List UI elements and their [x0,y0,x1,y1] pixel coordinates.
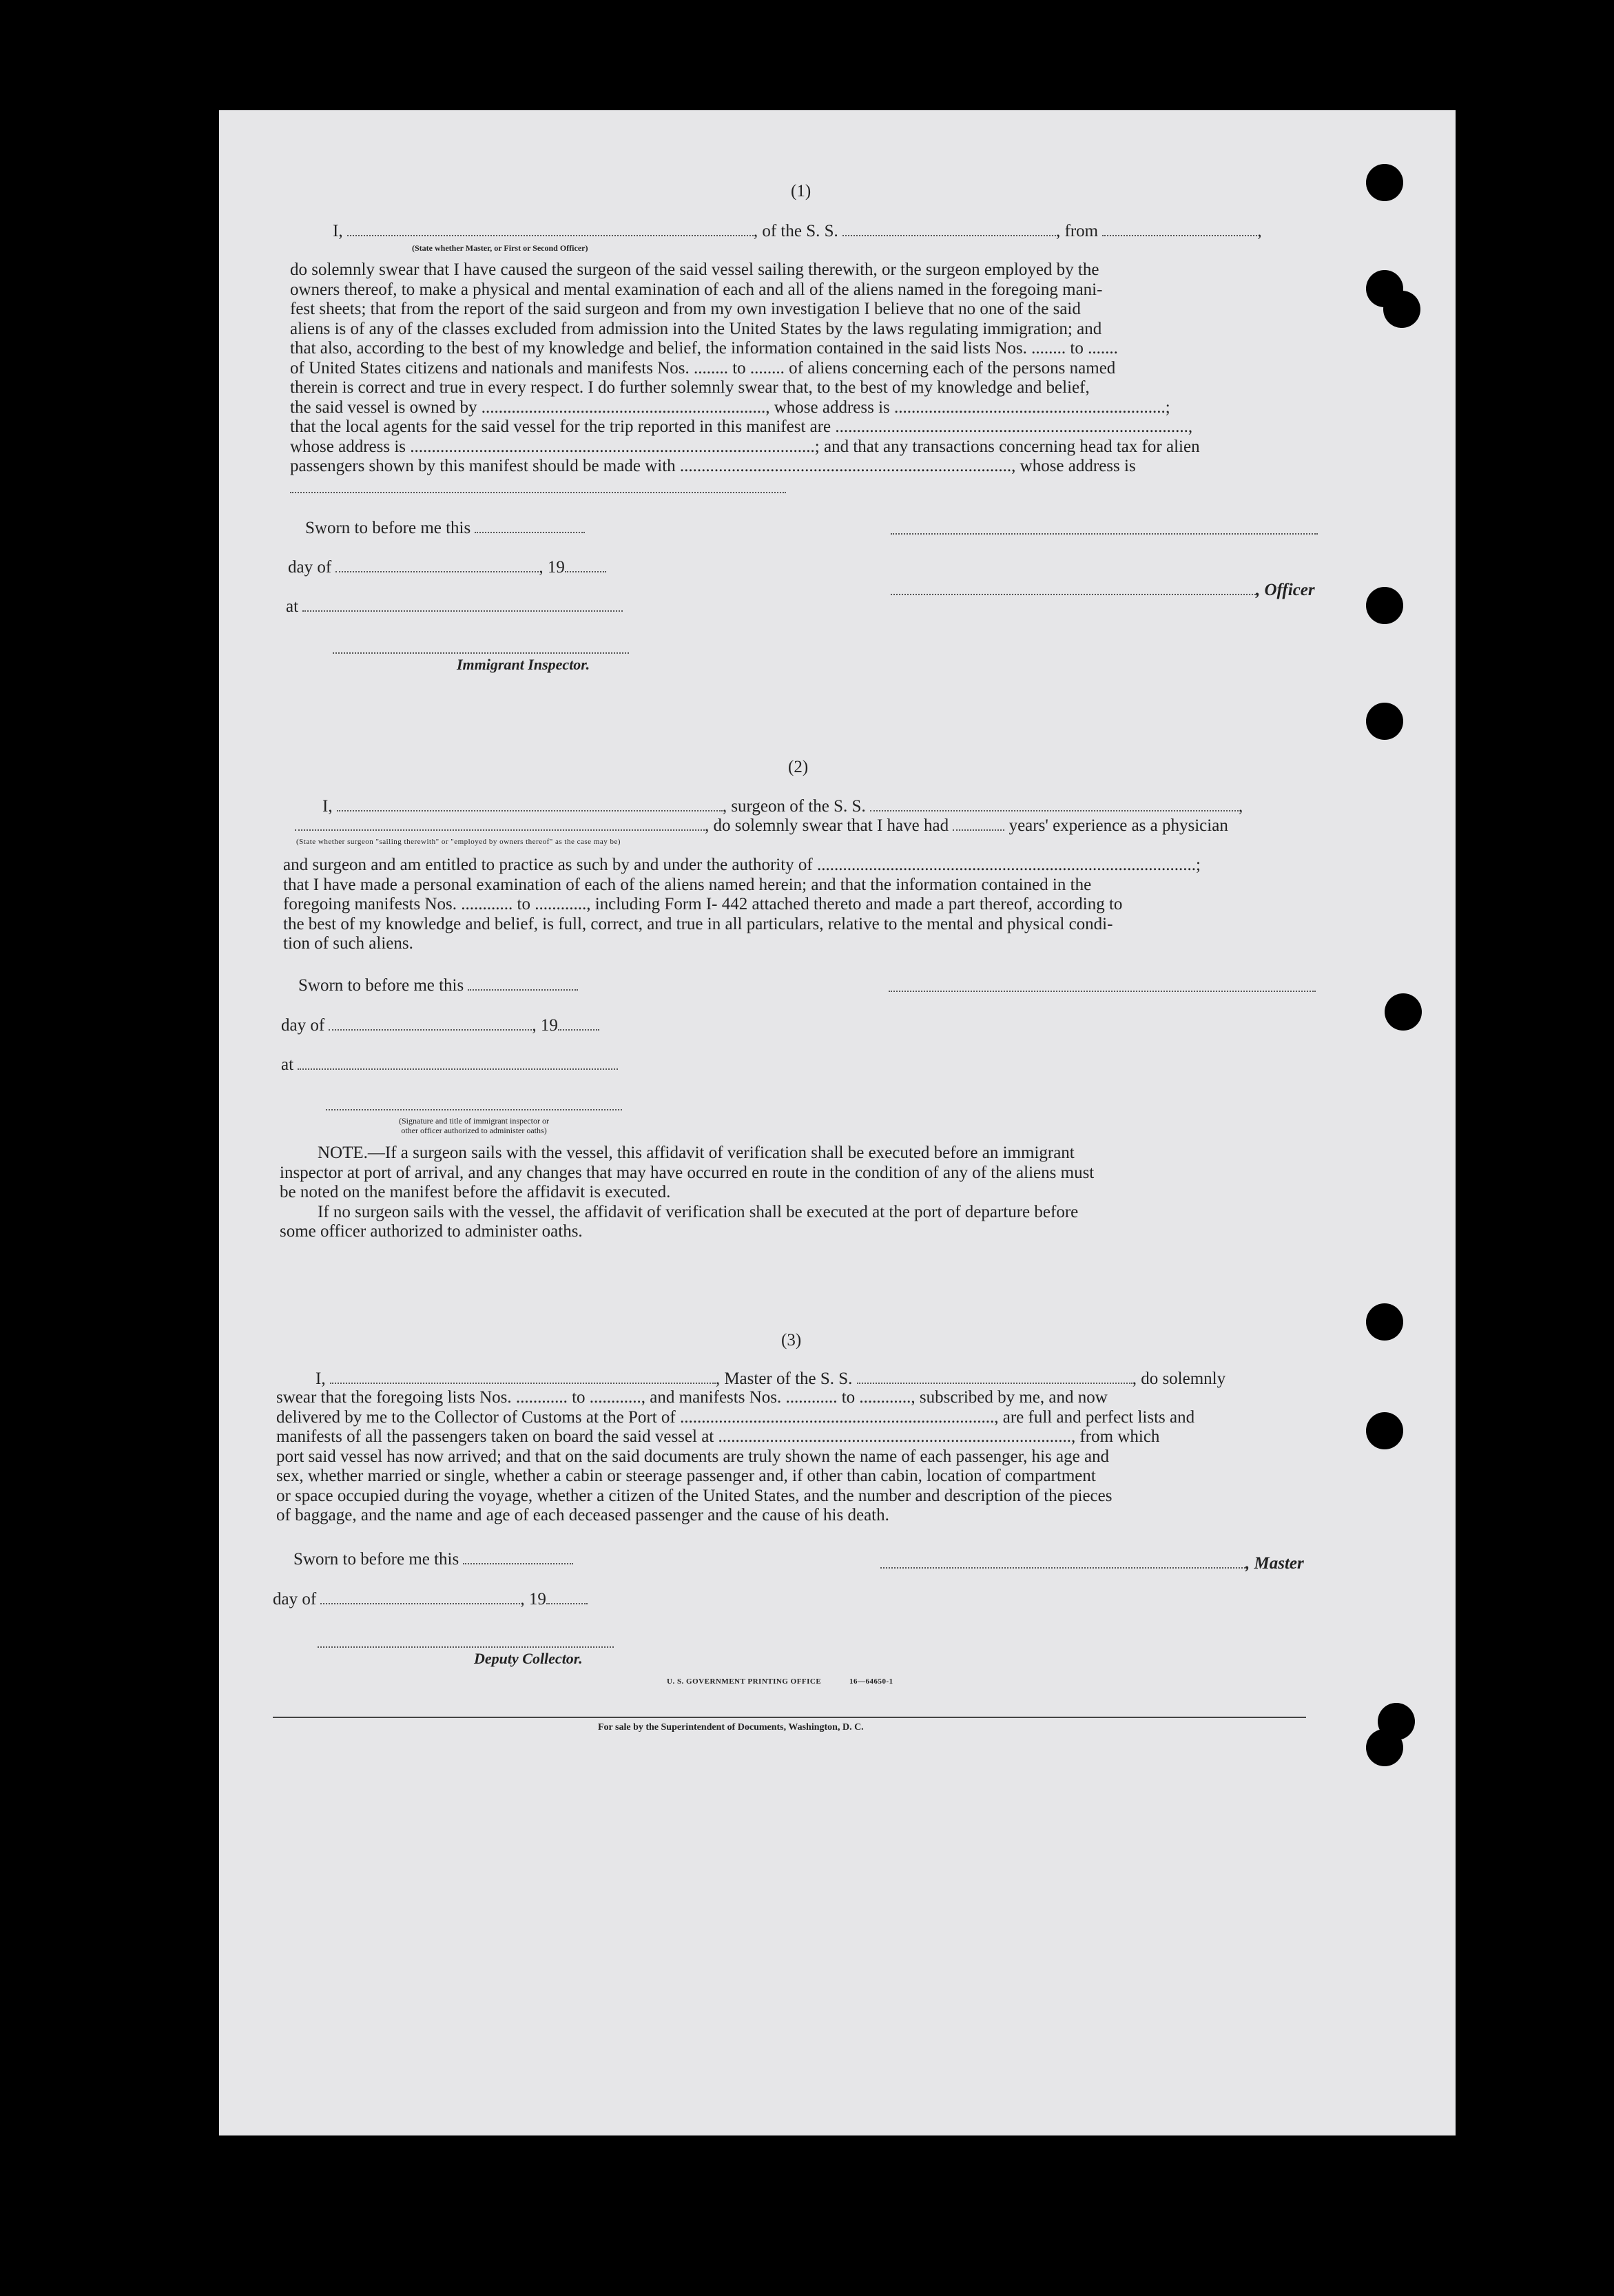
opening-i: I, [333,222,343,240]
address-field[interactable] [290,490,786,493]
surgeon-status-field[interactable] [295,817,705,831]
comma: , [1238,797,1243,816]
officer-rank-field[interactable] [347,223,754,236]
body-line: manifests of all the passengers taken on board the said vessel at .................................................................................., from which [276,1427,1160,1446]
body-line: whose address is ..............................................................................................; and that any transactions concerning head tax for alien [290,437,1200,456]
comma: , [1257,222,1262,240]
at-place-field[interactable] [298,1056,618,1070]
body-line: the best of my knowledge and belief, is full, correct, and true in all particulars, relative to the mental and physical condi- [283,914,1113,933]
master-of-label: , Master of the S. S. [715,1369,853,1388]
master-signature-line [880,1554,1304,1573]
port-from-field[interactable] [1102,223,1257,236]
surgeon-name-field[interactable] [337,798,723,811]
footer-rule [273,1717,1306,1718]
note-line: inspector at port of arrival, and any changes that may have occurred en route in the condition of any of the aliens must [280,1163,1095,1182]
do-solemnly-label: , do solemnly swear that I have had [705,816,949,835]
sworn-line [293,1550,573,1569]
body-line: foregoing manifests Nos. ............ to ............, including Form I- 442 attached thereto and made a part thereof, according to [283,895,1123,913]
section1-body [290,260,1334,477]
punch-hole [1366,1412,1403,1449]
rank-sub-note: (State whether Master, or First or Second Officer) [412,243,588,253]
sworn-line [305,519,585,538]
from-label: , from [1056,222,1099,240]
deputy-signature-field[interactable] [318,1645,614,1648]
body-line: and surgeon and am entitled to practice as such by and under the authority of ........................................................................................; [283,856,1201,874]
at-label: at [281,1055,294,1074]
officer-line [891,581,1315,600]
form-code: 16—64650-1 [849,1677,893,1686]
day-of-label: day of [281,1016,325,1035]
year-field[interactable] [565,559,606,572]
punch-hole [1366,587,1403,624]
opening-line [322,797,1243,816]
body-line: that the local agents for the said vessel for the trip reported in this manifest are .................................................................................., [290,417,1193,436]
opening-i: I, [322,797,333,816]
years-field[interactable] [953,817,1004,831]
master-label: , Master [1245,1554,1304,1573]
years-label: years' experience as a physician [1008,816,1228,835]
day-line [288,558,606,577]
note-line: some officer authorized to administer oaths. [280,1222,583,1241]
punch-hole [1383,291,1420,328]
opening-i: I, [315,1369,326,1388]
at-line [281,1055,618,1075]
printing-office: U. S. GOVERNMENT PRINTING OFFICE [667,1677,822,1686]
administering-officer-field[interactable] [326,1108,622,1110]
opening-line [315,1369,1225,1389]
body-line: tion of such aliens. [283,934,413,953]
year-label: , 19 [539,558,565,577]
for-sale-note: For sale by the Superintendent of Documents, Washington, D. C. [598,1722,864,1733]
at-line [286,597,623,617]
body-line: of baggage, and the name and age of each deceased passenger and the cause of his death. [276,1506,889,1524]
sworn-date-field[interactable] [475,519,585,533]
of-ss-label: , of the S. S. [753,222,838,240]
body-line: do solemnly swear that I have caused the surgeon of the said vessel sailing therewith, or the surgeon employed by the [290,260,1099,279]
year-label: , 19 [532,1016,558,1035]
at-place-field[interactable] [302,598,623,612]
body-line: aliens is of any of the classes excluded from admission into the United States by the laws regulating immigration; and [290,319,1102,338]
sworn-label: Sworn to before me this [298,976,464,995]
day-line [273,1590,588,1609]
body-line: the said vessel is owned by .................................................................., whose address is ...............................................................; [290,397,1170,417]
section-number: (3) [781,1331,802,1349]
punch-hole [1366,164,1403,201]
vessel-name-field[interactable] [870,798,1239,811]
manifest-form-page [219,110,1456,2135]
body-line: owners thereof, to make a physical and mental examination of each and all of the aliens named in the foregoing mani- [290,280,1103,299]
surgeon-of-label: , surgeon of the S. S. [722,797,866,816]
body-line: port said vessel has now arrived; and that on the said documents are truly shown the name of each passenger, his age and [276,1447,1110,1466]
section-number: (1) [791,182,811,200]
note-line: NOTE.—If a surgeon sails with the vessel, this affidavit of verification shall be executed before an immigrant [318,1144,1075,1162]
day-line [281,1016,599,1035]
sig-note-line: other officer authorized to administer oaths) [401,1126,547,1135]
surgeon-sub-note: (State whether surgeon "sailing therewith" or "employed by owners thereof" as the case may be) [296,838,621,846]
master-signature-field[interactable] [880,1555,1245,1569]
section2-body [283,856,1327,954]
body-line: sex, whether married or single, whether a cabin or steerage passenger and, if other than cabin, location of compartment [276,1467,1096,1485]
day-of-label: day of [288,558,332,577]
body-line: that also, according to the best of my knowledge and belief, the information contained in the said lists Nos. ........ to ....... [290,339,1118,358]
vessel-name-field[interactable] [857,1370,1132,1384]
note-line: If no surgeon sails with the vessel, the affidavit of verification shall be executed at the port of departure before [318,1202,1079,1221]
vessel-name-field[interactable] [842,223,1056,236]
body-line: swear that the foregoing lists Nos. ............ to ............, and manifests Nos. ............ to ............, subscribed by me, and now [276,1388,1108,1407]
inspector-label: Immigrant Inspector. [457,656,590,673]
month-field[interactable] [329,1017,532,1031]
body-line: that I have made a personal examination of each of the aliens named herein; and that the information contained in the [283,875,1092,894]
month-field[interactable] [335,559,539,572]
deputy-label: Deputy Collector. [474,1650,583,1667]
officer-signature-field[interactable] [891,581,1256,595]
day-of-label: day of [273,1590,317,1609]
inspector-signature-field[interactable] [333,651,629,654]
punch-hole [1385,993,1422,1031]
punch-hole [1366,1729,1403,1766]
sig-note-line: (Signature and title of immigrant inspector or [399,1116,549,1126]
punch-hole [1366,1303,1403,1341]
body-line: or space occupied during the voyage, whether a citizen of the United States, and the number and description of the pieces [276,1486,1113,1505]
year-label: , 19 [520,1590,546,1609]
body-line: of United States citizens and nationals and manifests Nos. ........ to ........ of aliens concerning each of the persons named [290,358,1116,378]
experience-line [295,816,1228,836]
body-line: delivered by me to the Collector of Customs at the Port of ........................................................................., are full and perfect lists and [276,1407,1195,1427]
body-line: therein is correct and true in every respect. I do further solemnly swear that, to the best of my knowledge and belief, [290,378,1090,397]
signature-field[interactable] [891,532,1318,535]
month-field[interactable] [320,1591,520,1604]
year-field[interactable] [546,1591,588,1604]
at-label: at [286,597,299,616]
sworn-label: Sworn to before me this [305,519,471,537]
officer-label: , Officer [1256,581,1315,599]
sworn-date-field[interactable] [463,1551,573,1564]
year-field[interactable] [558,1017,599,1031]
sworn-date-field[interactable] [468,977,578,991]
do-solemnly-label: , do solemnly [1132,1369,1226,1388]
note-block [280,1144,1327,1242]
master-name-field[interactable] [330,1370,716,1384]
body-line: fest sheets; that from the report of the said surgeon and from my own investigation I believe that no one of the said [290,300,1081,318]
body-line: passengers shown by this manifest should be made with ............................................................................., whose address is [290,457,1136,475]
sig-note [329,1116,619,1135]
section-number: (2) [788,758,809,776]
section3-body [276,1388,1320,1526]
sworn-line [298,976,578,995]
note-line: be noted on the manifest before the affidavit is executed. [280,1183,671,1201]
opening-line [333,222,1262,241]
sworn-label: Sworn to before me this [293,1550,459,1569]
punch-hole [1366,703,1403,740]
signature-field[interactable] [889,989,1316,992]
